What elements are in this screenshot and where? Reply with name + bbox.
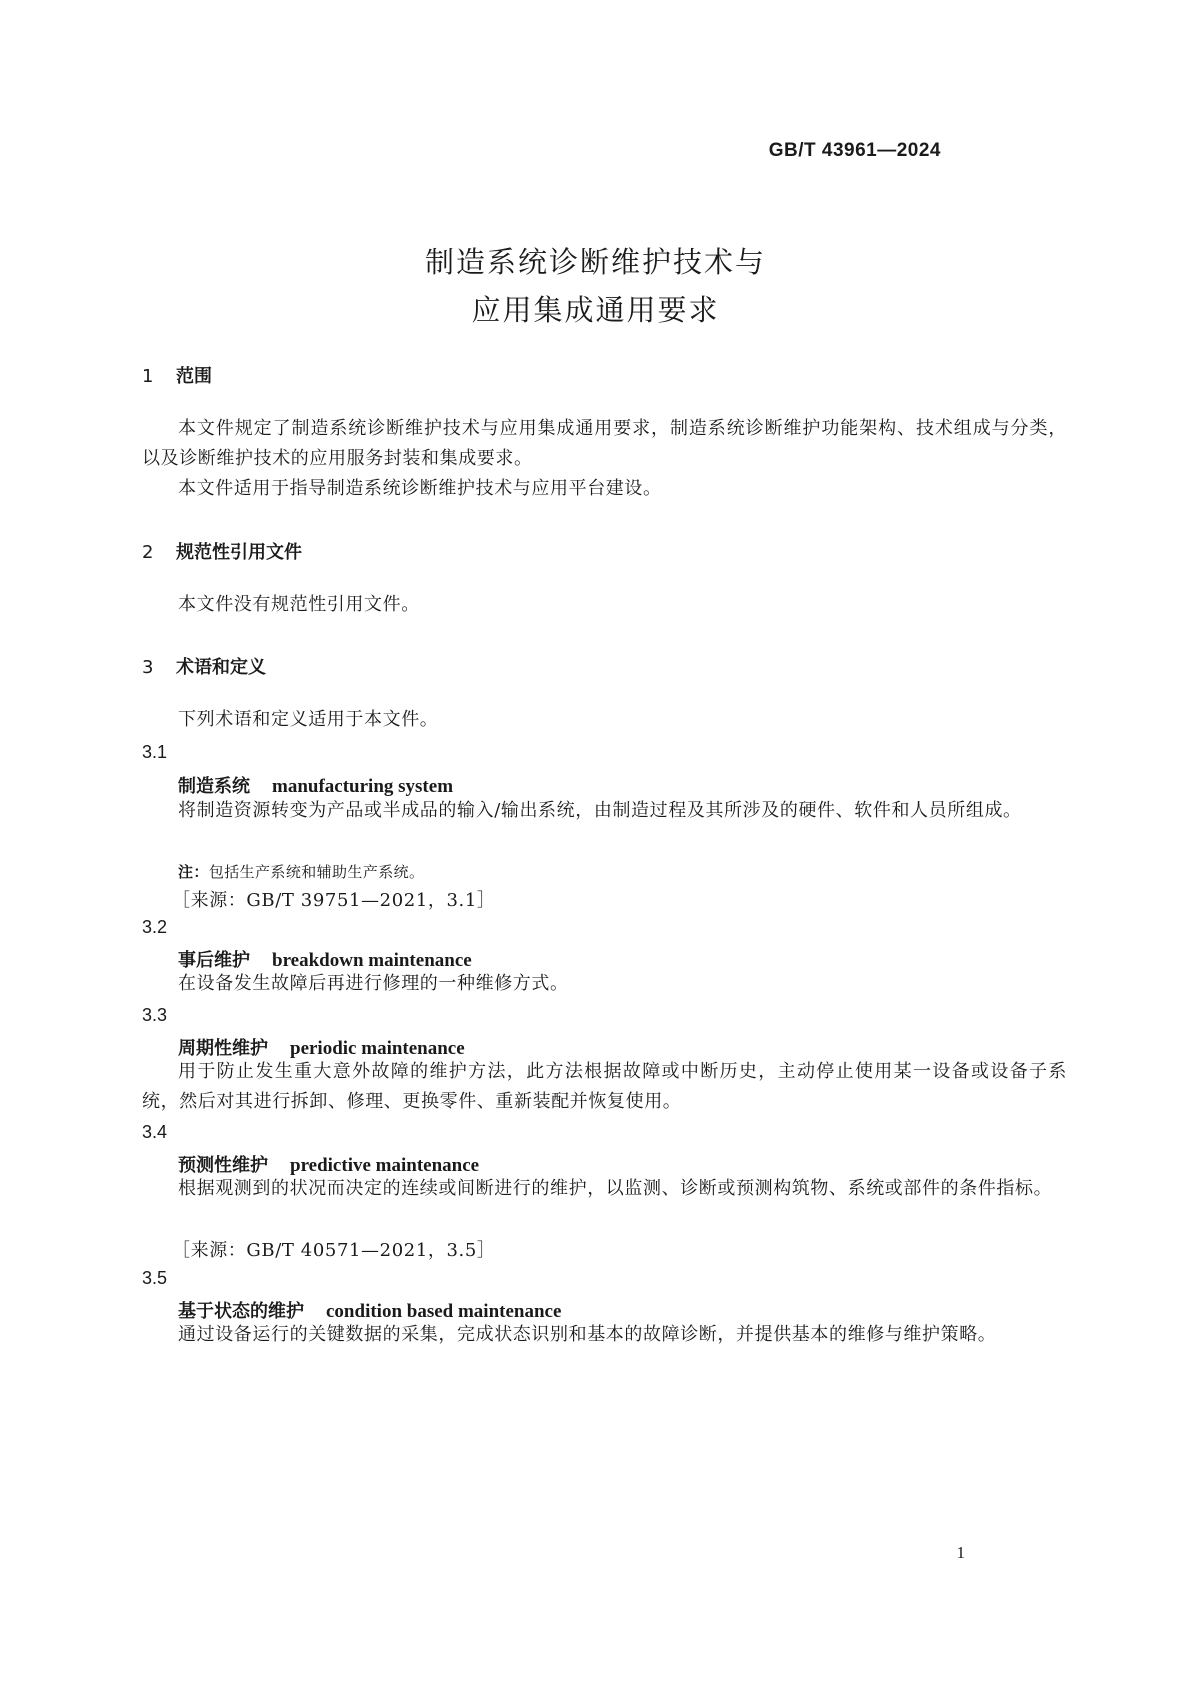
clause-3-5-number: 3.5 xyxy=(142,1268,168,1288)
term-3-4-source: ［来源：GB/T 40571—2021，3.5］ xyxy=(172,1240,496,1261)
clause-3-4-number: 3.4 xyxy=(142,1122,168,1142)
section-2-title: 规范性引用文件 xyxy=(176,542,302,563)
term-3-4-en: predictive maintenance xyxy=(290,1155,480,1176)
section-3-heading xyxy=(142,653,266,679)
term-3-2-zh: 事后维护 xyxy=(178,950,250,971)
clause-3-1-number: 3.1 xyxy=(142,742,168,762)
term-3-5-definition: 通过设备运行的关键数据的采集，完成状态识别和基本的故障诊断，并提供基本的维修与维护策略。 xyxy=(178,1324,997,1345)
section-1-heading xyxy=(142,362,212,388)
section-2-paragraph-1: 本文件没有规范性引用文件。 xyxy=(178,594,420,615)
section-1-title: 范围 xyxy=(176,366,212,387)
term-3-4-zh: 预测性维护 xyxy=(178,1155,268,1176)
term-3-4-definition: 根据观测到的状况而决定的连续或间断进行的维护，以监测、诊断或预测构筑物、系统或部件的条件指标。 xyxy=(178,1178,1053,1199)
standard-code: GB/T 43961—2024 xyxy=(768,140,941,161)
term-3-1-zh: 制造系统 xyxy=(178,776,250,797)
section-1-paragraph-1: 本文件规定了制造系统诊断维护技术与应用集成通用要求，制造系统诊断维护功能架构、技术组成与分类，以及诊断维护技术的应用服务封装和集成要求。 xyxy=(142,418,1067,469)
section-3-number: 3 xyxy=(142,657,154,678)
term-3-1-en: manufacturing system xyxy=(272,776,454,797)
section-1-paragraph-2: 本文件适用于指导制造系统诊断维护技术与应用平台建设。 xyxy=(178,478,662,499)
page-number: 1 xyxy=(956,1543,965,1562)
note-label: 注： xyxy=(178,863,209,881)
clause-3-3-number: 3.3 xyxy=(142,1005,168,1025)
section-3-title: 术语和定义 xyxy=(176,657,266,678)
term-3-1-definition: 将制造资源转变为产品或半成品的输入/输出系统，由制造过程及其所涉及的硬件、软件和人员所组成。 xyxy=(178,800,1022,821)
term-3-3-en: periodic maintenance xyxy=(290,1038,465,1059)
term-3-1 xyxy=(178,772,453,798)
term-3-5-zh: 基于状态的维护 xyxy=(178,1301,304,1322)
term-3-1-note xyxy=(178,861,424,882)
document-title-line-2: 应用集成通用要求 xyxy=(471,293,720,327)
term-3-5-en: condition based maintenance xyxy=(326,1301,562,1322)
clause-3-2-number: 3.2 xyxy=(142,917,168,937)
term-3-3-zh: 周期性维护 xyxy=(178,1038,268,1059)
section-3-intro: 下列术语和定义适用于本文件。 xyxy=(178,709,439,730)
note-text: 包括生产系统和辅助生产系统。 xyxy=(208,863,425,881)
section-2-heading xyxy=(142,538,302,564)
term-3-2-en: breakdown maintenance xyxy=(272,950,472,971)
document-title-line-1: 制造系统诊断维护技术与 xyxy=(424,245,766,279)
section-1-number: 1 xyxy=(142,366,154,387)
term-3-3-definition: 用于防止发生重大意外故障的维护方法，此方法根据故障或中断历史，主动停止使用某一设备或设备子系统，然后对其进行拆卸、修理、更换零件、重新装配并恢复使用。 xyxy=(142,1061,1067,1112)
section-2-number: 2 xyxy=(142,542,154,563)
term-3-1-source: ［来源：GB/T 39751—2021，3.1］ xyxy=(172,890,496,911)
term-3-2-definition: 在设备发生故障后再进行修理的一种维修方式。 xyxy=(178,973,569,994)
